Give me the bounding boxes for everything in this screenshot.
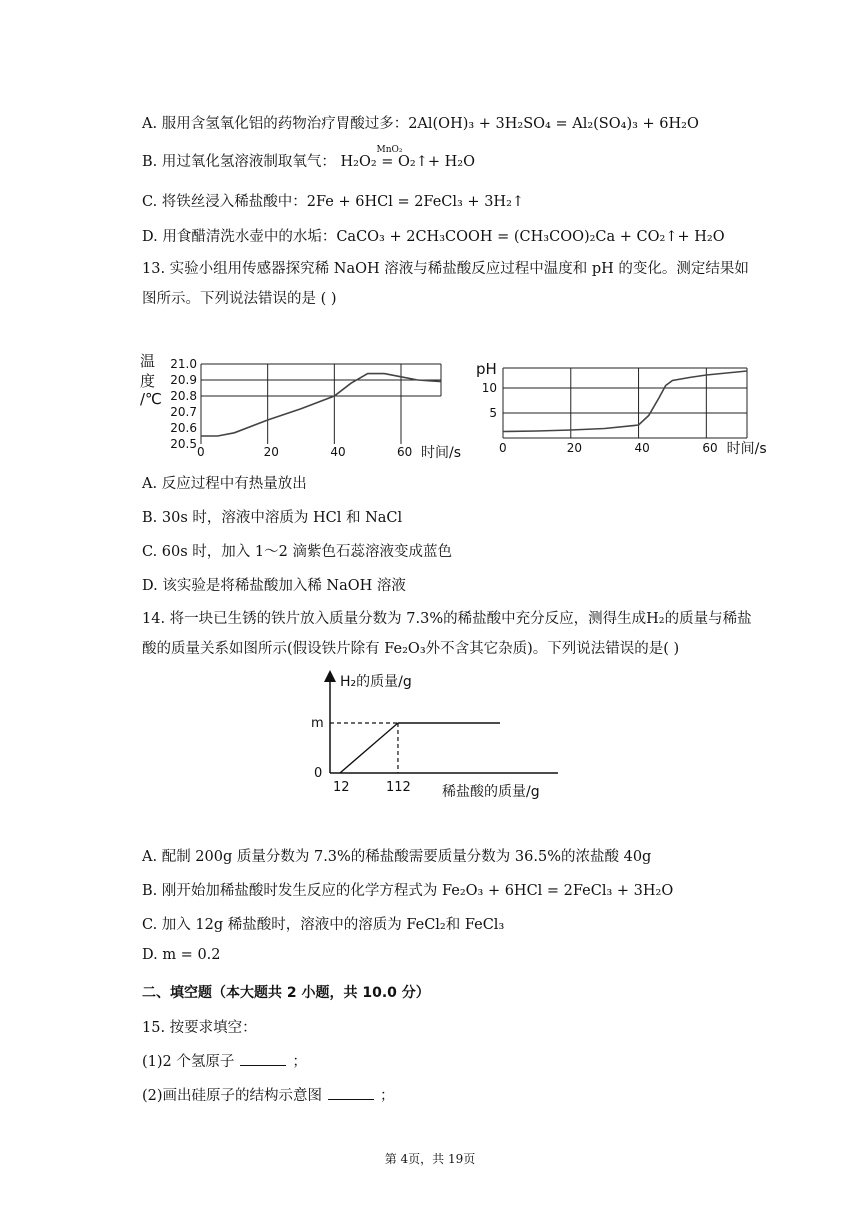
h2-xlabel: 稀盐酸的质量/g [442,784,540,800]
h2-mass-chart-body [311,674,558,800]
ph-xtick: 20 [566,441,583,455]
answer-blank-2[interactable] [328,1099,374,1100]
ph-curve [503,371,747,432]
temperature-xlabel: 时间/s [421,445,462,461]
q12-option-d: D. 用食醋清洗水壶中的水垢：CaCO₃ + 2CH₃COOH = (CH₃COO)₂Ca + CO₂↑+ H₂O [142,229,725,245]
q15-item-2-punct: ； [380,1088,395,1104]
ph-xlabel: 时间/s [726,441,767,457]
q14-option-d: D. m = 0.2 [142,947,221,963]
temperature-xtick: 40 [330,445,346,459]
q13-option-b: B. 30s 时，溶液中溶质为 HCl 和 NaCl [142,510,403,526]
temperature-ytick: 20.5 [170,437,197,451]
q13-option-c: C. 60s 时，加入 1～2 滴紫色石蕊溶液变成蓝色 [142,544,452,560]
temperature-curve [201,374,441,436]
q14-option-a: A. 配制 200g 质量分数为 7.3%的稀盐酸需要质量分数为 36.5%的浓盐酸 40g [142,849,652,865]
q12-option-a: A. 服用含氢氧化铝的药物治疗胃酸过多：2Al(OH)₃ + 3H₂SO₄ = Al₂(SO₄)₃ + 6H₂O [142,116,699,132]
q14-stem: 14. 将一块已生锈的铁片放入质量分数为 7.3%的稀盐酸中充分反应，测得生成H₂的质量与稀盐酸的质量关系如图所示(假设铁片除有 Fe₂O₃外不含其它杂质)。下列说法错误的是( ) [142,611,752,657]
temperature-ytick: 21.0 [170,357,197,371]
temperature-ytick: 20.7 [170,405,197,419]
h2-mass-chart [300,668,570,803]
q12-option-b-formula: H₂O₂ = O₂↑+ H₂O [340,154,475,170]
q13-stem: 13. 实验小组用传感器探究稀 NaOH 溶液与稀盐酸反应过程中温度和 pH 的变化。测定结果如图所示。下列说法错误的是 ( ) [142,261,749,307]
h2-ytick-m: m [311,716,324,731]
q13-option-d: D. 该实验是将稀盐酸加入稀 NaOH 溶液 [142,578,406,594]
temperature-ytick: 20.8 [170,389,197,403]
q12-option-c: C. 将铁丝浸入稀盐酸中：2Fe + 6HCl = 2FeCl₃ + 3H₂↑ [142,194,525,210]
temperature-xtick: 20 [263,445,279,459]
temperature-xtick: 60 [397,445,413,459]
q12-option-b-catalyst: MnO₂ [376,145,403,155]
temperature-xtick: 0 [197,445,205,459]
temperature-ytick: 20.6 [170,421,197,435]
q15-item-2 [142,1084,395,1105]
ph-ytick: 5 [489,406,497,420]
page-footer: 第 4页，共 19页 [384,1152,476,1166]
q15-item-2-text: (2)画出硅原子的结构示意图 [142,1088,323,1104]
ph-ylabel: pH [476,360,497,378]
ph-xtick: 0 [499,441,507,455]
ph-xtick: 60 [702,441,718,455]
q13-option-a: A. 反应过程中有热量放出 [142,476,307,492]
q15-item-1-punct: ； [292,1054,307,1070]
q15-item-1 [142,1050,307,1071]
h2-xtick-112: 112 [385,780,411,795]
temperature-ylabel-unit: /℃ [140,390,162,408]
q15-stem: 15. 按要求填空： [142,1020,257,1036]
ph-chart-body [476,360,767,457]
ph-xtick: 40 [634,441,650,455]
h2-ylabel: H₂的质量/g [340,674,412,690]
temperature-ylabel-char2: 度 [140,372,156,390]
temperature-ylabel-char1: 温 [140,352,156,370]
ph-ytick: 10 [481,381,497,395]
q12-option-b [142,145,475,171]
answer-blank-1[interactable] [240,1065,286,1066]
h2-ytick-0: 0 [314,766,323,781]
q15-item-1-text: (1)2 个氢原子 [142,1054,235,1070]
temperature-chart-body [140,352,461,461]
h2-rising-segment [340,723,398,773]
q14-option-c: C. 加入 12g 稀盐酸时，溶液中的溶质为 FeCl₂和 FeCl₃ [142,917,505,933]
ph-chart [470,350,790,468]
temperature-ytick: 20.9 [170,373,197,387]
h2-xtick-12: 12 [332,780,350,795]
section-heading: 二、填空题（本大题共 2 小题，共 10.0 分） [142,985,430,1001]
q14-option-b: B. 刚开始加稀盐酸时发生反应的化学方程式为 Fe₂O₃ + 6HCl = 2FeCl₃ + 3H₂O [142,883,674,899]
temperature-chart [136,348,462,468]
q12-option-b-prefix: B. 用过氧化氢溶液制取氧气： [142,154,336,170]
